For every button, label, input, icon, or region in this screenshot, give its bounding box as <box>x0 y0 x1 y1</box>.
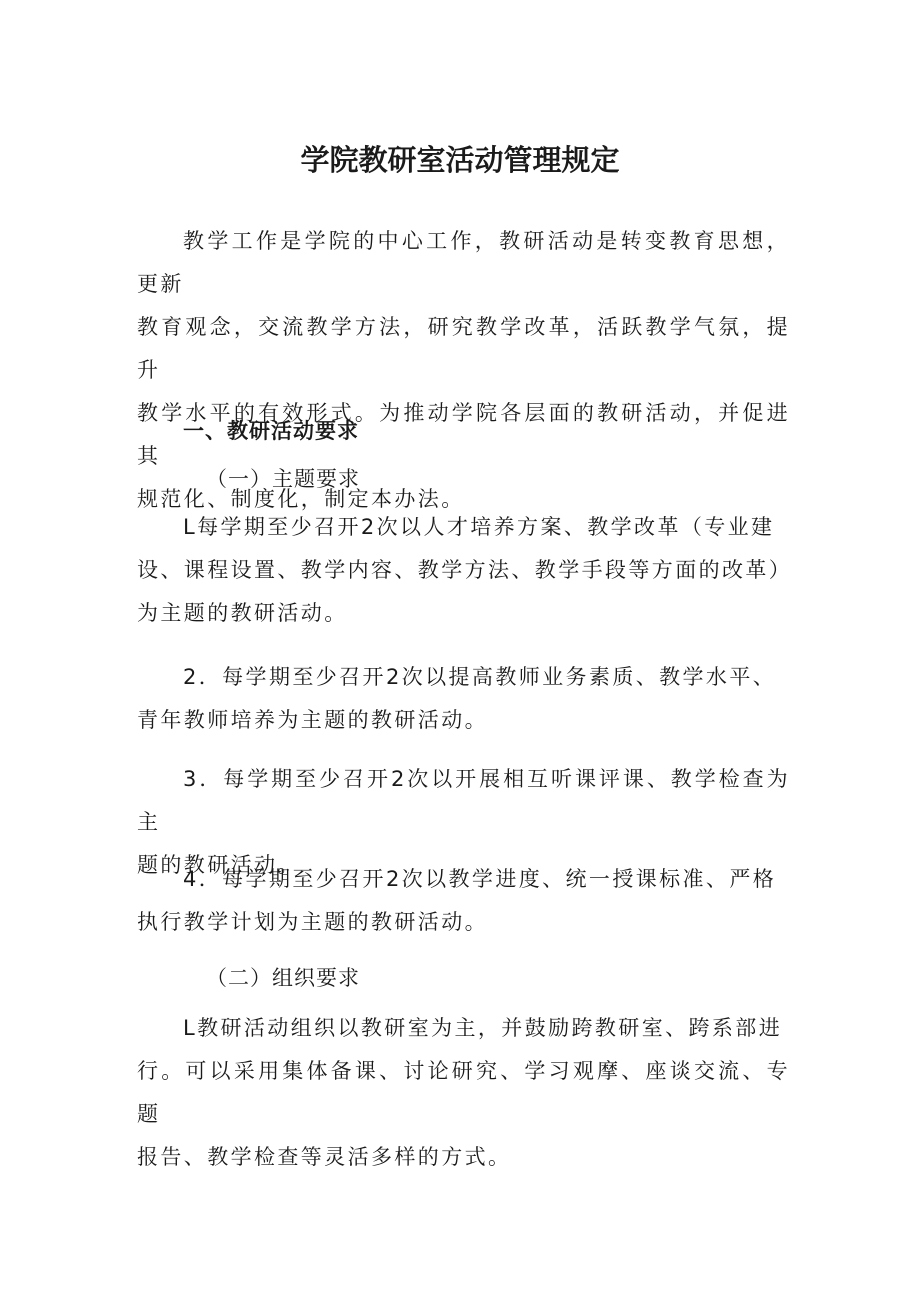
item-line: L每学期至少召开2次以人才培养方案、教学改革（专业建 <box>183 515 775 539</box>
section-heading: 一、教研活动要求 <box>183 419 359 443</box>
item-line: 执行教学计划为主题的教研活动。 <box>137 910 488 934</box>
item-line: 2．每学期至少召开2次以提高教师业务素质、教学水平、 <box>183 665 777 689</box>
item-paragraph <box>137 656 790 742</box>
document-title: 学院教研室活动管理规定 <box>300 143 620 177</box>
item-line: 为主题的教研活动。 <box>137 601 348 625</box>
item-line: 设、课程设置、教学内容、教学方法、教学手段等方面的改革） <box>137 558 793 582</box>
item-line: 4．每学期至少召开2次以教学进度、统一授课标准、严格 <box>183 867 777 891</box>
item-line: 行。可以采用集体备课、讨论研究、学习观摩、座谈交流、专题 <box>137 1059 790 1126</box>
item-paragraph <box>137 858 790 944</box>
subsection-heading: （一）主题要求 <box>206 467 360 491</box>
intro-line: 教学工作是学院的中心工作，教研活动是转变教育思想，更新 <box>137 229 790 296</box>
item-line: 题的教研活动。 <box>137 853 301 877</box>
item-line: 报告、教学检查等灵活多样的方式。 <box>137 1145 512 1169</box>
intro-line: 教育观念，交流教学方法，研究教学改革，活跃教学气氛，提升 <box>137 315 790 382</box>
item-line: 3．每学期至少召开2次以开展相互听课评课、教学检查为主 <box>137 767 790 834</box>
subsection-heading: （二）组织要求 <box>206 966 360 990</box>
intro-line: 规范化、制度化，制定本办法。 <box>137 487 465 511</box>
intro-line: 教学水平的有效形式。为推动学院各层面的教研活动，并促进其 <box>137 401 790 468</box>
item-line: 青年教师培养为主题的教研活动。 <box>137 708 488 732</box>
item-line: L教研活动组织以教研室为主，并鼓励跨教研室、跨系部进 <box>183 1016 783 1040</box>
item-paragraph <box>137 506 793 635</box>
item-paragraph <box>137 1007 790 1179</box>
